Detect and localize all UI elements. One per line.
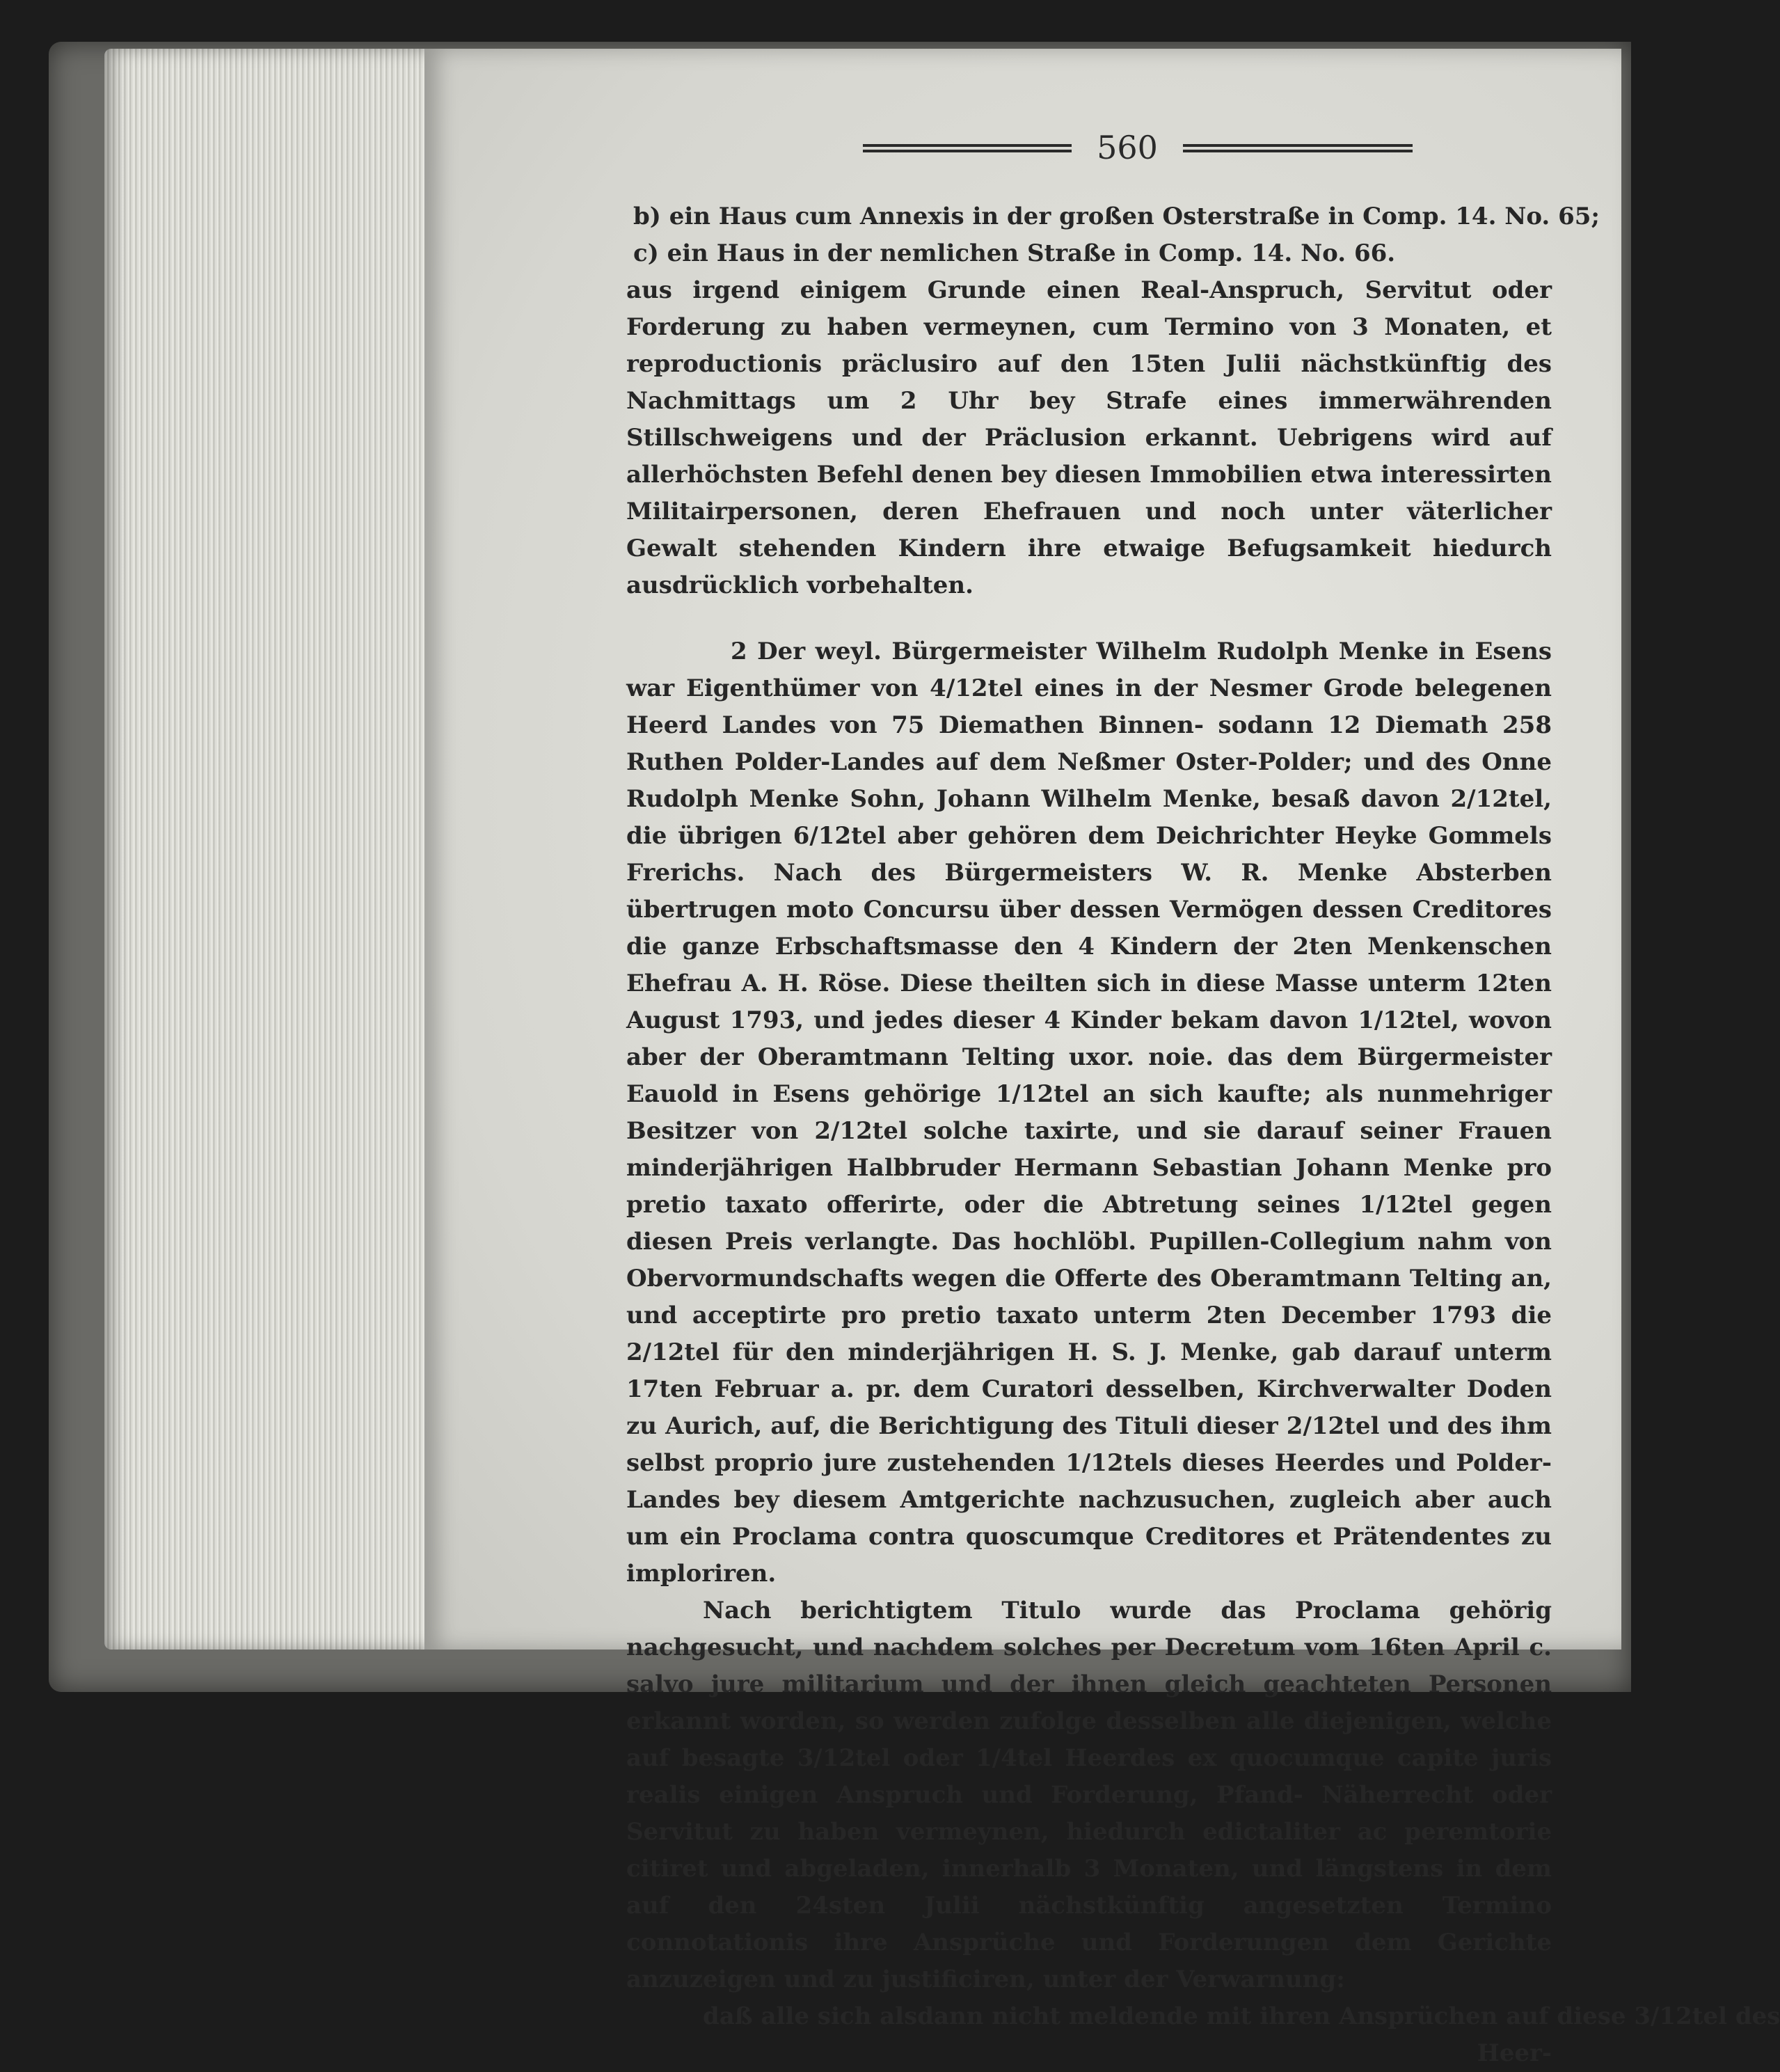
list-item: b) ein Haus cum Annexis in der großen Osterstraße in Comp. 14. No. 65; <box>633 203 1600 230</box>
page-edges <box>104 49 466 1650</box>
header-rule-right <box>1183 144 1413 152</box>
catchword: Heer- <box>1477 2039 1552 2067</box>
book-page <box>424 49 1780 2067</box>
page-number: 560 <box>1097 129 1158 166</box>
list-item: c) ein Haus in der nemlichen Straße in Comp. 14. No. 66. <box>633 239 1396 267</box>
paragraph: 2 Der weyl. Bürgermeister Wilhelm Rudolph Menke in Esens war Eigenthümer von 4/12tel eines in der Nesmer Grode belegenen Heerd Landes von 75 Diemathen Binnen- sodann 12 Diemath 258 Ruthen Polder-Landes auf dem Neßmer Oster-Polder; und des Onne Rudolph Menke Sohn, Johann Wilhelm Menke, besaß davon 2/12tel, die übrigen 6/12tel aber gehören dem Deichrichter Heyke Gommels Frerichs. Nach des Bürgermeisters W. R. Menke Absterben übertrugen moto Concursu über dessen Vermögen dessen Creditores die ganze Erbschaftsmasse den 4 Kindern der 2ten Menkenschen Ehefrau A. H. Röse. Diese theilten sich in diese Masse unterm 12ten August 1793, und jedes dieser 4 Kinder bekam davon 1/12tel, wovon aber der Oberamtmann Telting uxor. noie. das dem Bürgermeister Eauold in Esens gehörige 1/12tel an sich kaufte; als nunmehriger Besitzer von 2/12tel solche taxirte, und sie darauf seiner Frauen minderjährigen Halbbruder Hermann Sebastian Johann Menke pro pretio taxato offerirte, oder die Abtretung seines 1/12tel gegen diesen Preis verlangte. Das hochlöbl. Pupillen-Collegium nahm von Obervormundschafts wegen die Offerte des Oberamtmann Telting an, und acceptirte pro pretio taxato unterm 2ten December 1793 die 2/12tel für den minderjährigen H. S. J. Menke, gab darauf unterm 17ten Februar a. pr. dem Curatori desselben, Kirchverwalter Doden zu Aurich, auf, die Berichtigung des Tituli dieser 2/12tel und des ihm selbst proprio jure zustehenden 1/12tels dieses Heerdes und Polder-Landes bey diesem Amtgerichte nachzusuchen, zugleich aber auch um ein Proclama contra quoscumque Creditores et Prätendentes zu imploriren. <box>626 638 1552 1588</box>
header-rule-left <box>863 144 1072 152</box>
paragraph: aus irgend einigem Grunde einen Real-Anspruch, Servitut oder Forderung zu haben vermeynen, cum Termino von 3 Monaten, et reproductionis präclusiro auf den 15ten Julii nächstkünftig des Nachmittags um 2 Uhr bey Strafe eines immerwährenden Stillschweigens und der Präclusion erkannt. Uebrigens wird auf allerhöchsten Befehl denen bey diesen Immobilien etwa interessirten Militairpersonen, deren Ehefrauen und noch unter väterlicher Gewalt stehenden Kindern ihre etwaige Befugsamkeit hiedurch ausdrücklich vorbehalten. <box>626 276 1552 599</box>
paragraph: Nach berichtigtem Titulo wurde das Proclama gehörig nachgesucht, und nachdem solches per Decretum vom 16ten April c. salvo jure militarium und der ihnen gleich geachteten Personen erkannt worden, so werden zufolge desselben alle diejenigen, welche auf besagte 3/12tel oder 1/4tel Heerdes ex quocumque capite juris realis einigen Anspruch und Forderung, Pfand- Näherrecht oder Servitut zu haben vermeynen, hiedurch edictaliter ac peremtorie citiret und abgeladen, innerhalb 3 Monaten, und längstens in dem auf den 24sten Julii nächstkünftig angesetzten Termino connotationis ihre Ansprüche und Forderungen dem Gerichte anzuzeigen und zu justificiren, unter der Verwarnung: <box>626 1597 1552 1993</box>
final-line: daß alle sich alsdann nicht meldende mit ihren Ansprüchen auf diese 3/12tel des <box>703 2002 1780 2030</box>
page-body <box>626 198 1780 2072</box>
page-header <box>424 129 1621 171</box>
book <box>49 28 1780 2067</box>
